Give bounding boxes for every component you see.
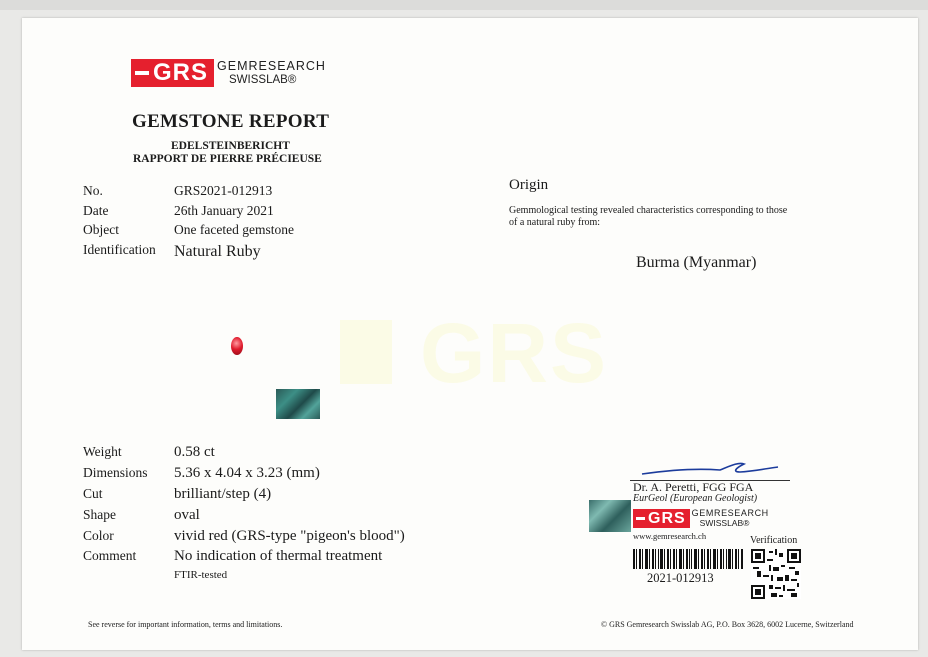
logo-line1: GEMRESEARCH [217,59,326,73]
grs-logo-small-badge [633,509,690,528]
prop-label-comment: Comment [83,548,137,563]
verification-label: Verification [750,535,798,546]
origin-text-line2: of a natural ruby from: [509,217,601,228]
detail-label-date: Date [83,203,109,218]
grs-logo-small [633,509,769,528]
detail-value-object: One faceted gemstone [174,222,294,237]
comment-note: FTIR-tested [174,569,228,581]
logo-line2: SWISSLAB® [229,73,297,86]
barcode [633,549,745,569]
verification-qr-code[interactable] [751,549,801,599]
barcode-number: 2021-012913 [647,571,714,585]
detail-label-object: Object [83,222,119,237]
signature-stroke [640,458,780,480]
detail-label-no: No. [83,183,103,198]
prop-value-comment: No indication of thermal treatment [174,548,383,564]
website: www.gemresearch.ch [633,531,707,541]
detail-value-identification: Natural Ruby [174,243,261,260]
signatory-title: EurGeol (European Geologist) [633,493,758,504]
scan-top-edge [0,0,928,10]
logo-small-line1: GEMRESEARCH [691,508,769,519]
page-title: GEMSTONE REPORT [132,111,330,132]
ruby-photo [231,337,243,355]
prop-value-cut: brilliant/step (4) [174,486,272,502]
logo-small-line2: SWISSLAB® [699,518,750,529]
prop-value-shape: oval [174,507,200,523]
microscope-image [276,389,320,419]
origin-country: Burma (Myanmar) [636,254,757,271]
grs-logo-badge [131,59,214,87]
subtitle-fr: RAPPORT DE PIERRE PRÉCIEUSE [133,153,322,165]
grs-logo-small-mark: GRS [648,509,686,527]
detail-value-date: 26th January 2021 [174,203,274,218]
grs-logo [131,59,326,87]
detail-label-identification: Identification [83,242,156,257]
watermark-text: GRS [420,306,609,400]
subtitle-de: EDELSTEINBERICHT [171,140,290,152]
prop-label-shape: Shape [83,507,116,522]
prop-value-weight: 0.58 ct [174,444,215,460]
detail-value-no: GRS2021-012913 [174,183,273,198]
footer-right: © GRS Gemresearch Swisslab AG, P.O. Box 3628, 6002 Lucerne, Switzerland [601,620,854,629]
signatory-name: Dr. A. Peretti, FGG FGA [633,480,754,494]
prop-label-cut: Cut [83,486,103,501]
prop-label-dimensions: Dimensions [83,465,148,480]
grs-logo-bar [135,71,149,75]
grs-logo-small-bar [636,517,645,520]
grs-logo-mark: GRS [153,59,209,86]
prop-label-color: Color [83,528,114,543]
prop-value-color: vivid red (GRS-type "pigeon's blood") [174,528,405,544]
hologram-seal [589,500,631,532]
origin-heading: Origin [509,177,549,193]
watermark-mark [340,320,392,384]
origin-text-line1: Gemmological testing revealed characteristics corresponding to those [509,205,788,216]
footer-left: See reverse for important information, terms and limitations. [88,620,283,629]
prop-value-dimensions: 5.36 x 4.04 x 3.23 (mm) [174,465,320,481]
prop-label-weight: Weight [83,444,122,459]
